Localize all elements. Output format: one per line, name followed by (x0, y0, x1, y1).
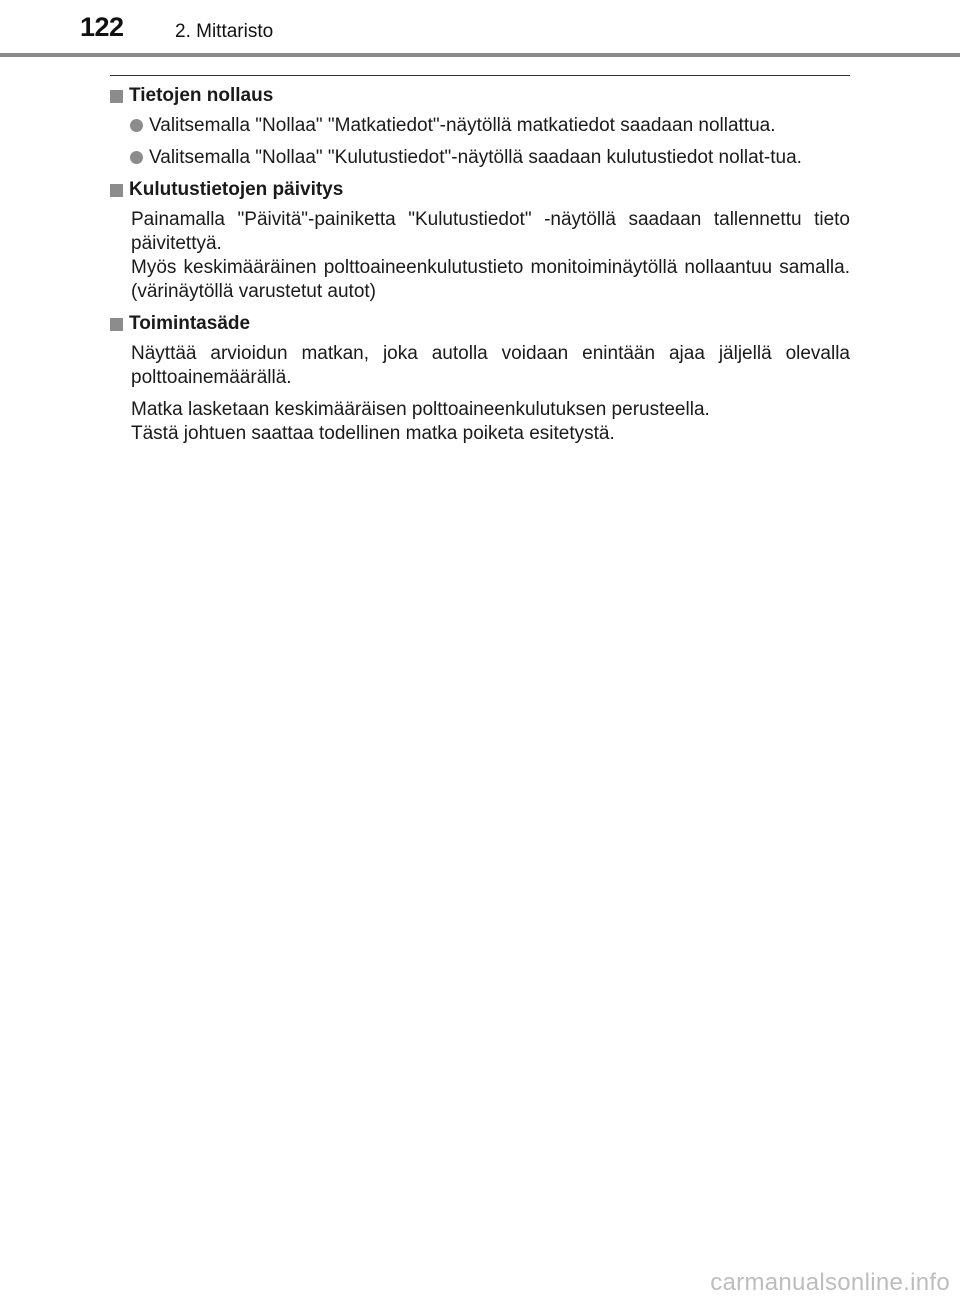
section-kulutustietojen-paivitys (110, 178, 850, 304)
circle-bullet-icon (130, 151, 143, 164)
list-item-text: Valitsemalla "Nollaa" "Kulutustiedot"-näytöllä saadaan kulutustiedot nollat-tua. (149, 147, 802, 168)
page-header (0, 0, 960, 58)
square-bullet-icon (110, 318, 123, 331)
paragraph-line: Näyttää arvioidun matkan, joka autolla voidaan enintään ajaa jäljellä olevalla polttoainemäärällä. (131, 343, 850, 388)
section-heading (110, 312, 850, 336)
section-heading-text: Toimintasäde (129, 313, 251, 334)
section-toimintasade (110, 312, 850, 446)
page-content (110, 84, 850, 454)
header-rule (0, 53, 960, 57)
paragraph (110, 398, 850, 446)
paragraph-line: Matka lasketaan keskimääräisen polttoaineenkulutuksen perusteella. (131, 399, 710, 420)
square-bullet-icon (110, 90, 123, 103)
list-item-text: Valitsemalla "Nollaa" "Matkatiedot"-näytöllä matkatiedot saadaan nollattua. (149, 115, 776, 136)
circle-bullet-icon (130, 119, 143, 132)
section-tietojen-nollaus (110, 84, 850, 170)
chapter-title: 2. Mittaristo (175, 21, 274, 42)
square-bullet-icon (110, 184, 123, 197)
content-divider (110, 75, 850, 76)
paragraph-line: Tästä johtuen saattaa todellinen matka poiketa esitetystä. (131, 423, 615, 444)
paragraph (110, 208, 850, 304)
page-number: 122 (80, 12, 124, 42)
section-heading-text: Tietojen nollaus (129, 85, 274, 106)
paragraph-line: Painamalla "Päivitä"-painiketta "Kulutustiedot" -näytöllä saadaan tallennettu tieto päivitettyä. (131, 209, 850, 254)
paragraph-line: Myös keskimääräinen polttoaineenkulutustieto monitoiminäytöllä nollaantuu samalla. (värinäytöllä varustetut autot) (131, 257, 850, 302)
section-heading (110, 178, 850, 202)
paragraph (110, 342, 850, 390)
watermark: carmanualsonline.info (710, 1269, 950, 1296)
section-heading-text: Kulutustietojen päivitys (129, 179, 344, 200)
list-item (110, 146, 850, 170)
list-item (110, 114, 850, 138)
section-heading (110, 84, 850, 108)
